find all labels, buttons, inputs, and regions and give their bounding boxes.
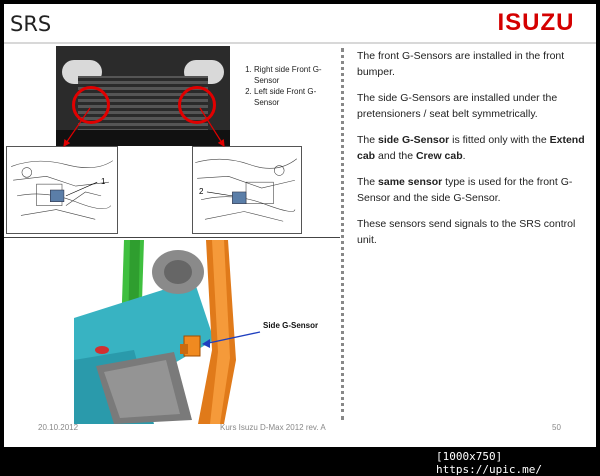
side-sensor-label: Side G-Sensor (263, 321, 319, 330)
paragraph-side-sensors: The side G-Sensors are installed under the pretensioners / seat belt symmetrically. (357, 92, 558, 120)
column-divider (341, 48, 344, 420)
image-host-bar: [1000x750] https://upic.me/ (436, 450, 542, 476)
paragraph-front-sensors: The front G-Sensors are installed in the front bumper. (357, 50, 565, 78)
side-sensor-render (74, 240, 300, 424)
bumper (56, 130, 230, 146)
sensor-legend (240, 64, 340, 108)
diagram-lines (193, 147, 301, 233)
paragraph-srs-signal: These sensors send signals to the SRS control unit. (357, 218, 576, 246)
right-sensor-diagram (6, 146, 118, 234)
svg-text:ISUZU: ISUZU (497, 9, 575, 36)
legend-item: 1. Right side Front G-Sensor (254, 64, 340, 86)
isuzu-logo (484, 8, 588, 34)
callout-number: 2 (199, 187, 204, 196)
legend-item: 2. Left side Front G-Sensor (254, 86, 340, 108)
sensor-highlight-right (178, 86, 216, 124)
footer-course: Kurs Isuzu D-Max 2012 rev. A (220, 423, 326, 432)
footer-page-number: 50 (552, 423, 561, 432)
front-bumper-photo (56, 46, 230, 146)
title-divider (4, 42, 596, 44)
section-divider (4, 237, 340, 238)
body-text (357, 48, 589, 258)
callout-number: 1 (101, 177, 106, 186)
paragraph-cab-types: The side G-Sensor is fitted only with the Extend cab and the Crew cab. (357, 134, 585, 162)
footer-date: 20.10.2012 (38, 423, 79, 432)
sensor-highlight-left (72, 86, 110, 124)
left-sensor-diagram (192, 146, 302, 234)
slide-title: SRS (10, 12, 52, 36)
paragraph-same-sensor: The same sensor type is used for the front G-Sensor and the side G-Sensor. (357, 176, 573, 204)
slide (4, 4, 596, 447)
diagram-lines (7, 147, 117, 233)
